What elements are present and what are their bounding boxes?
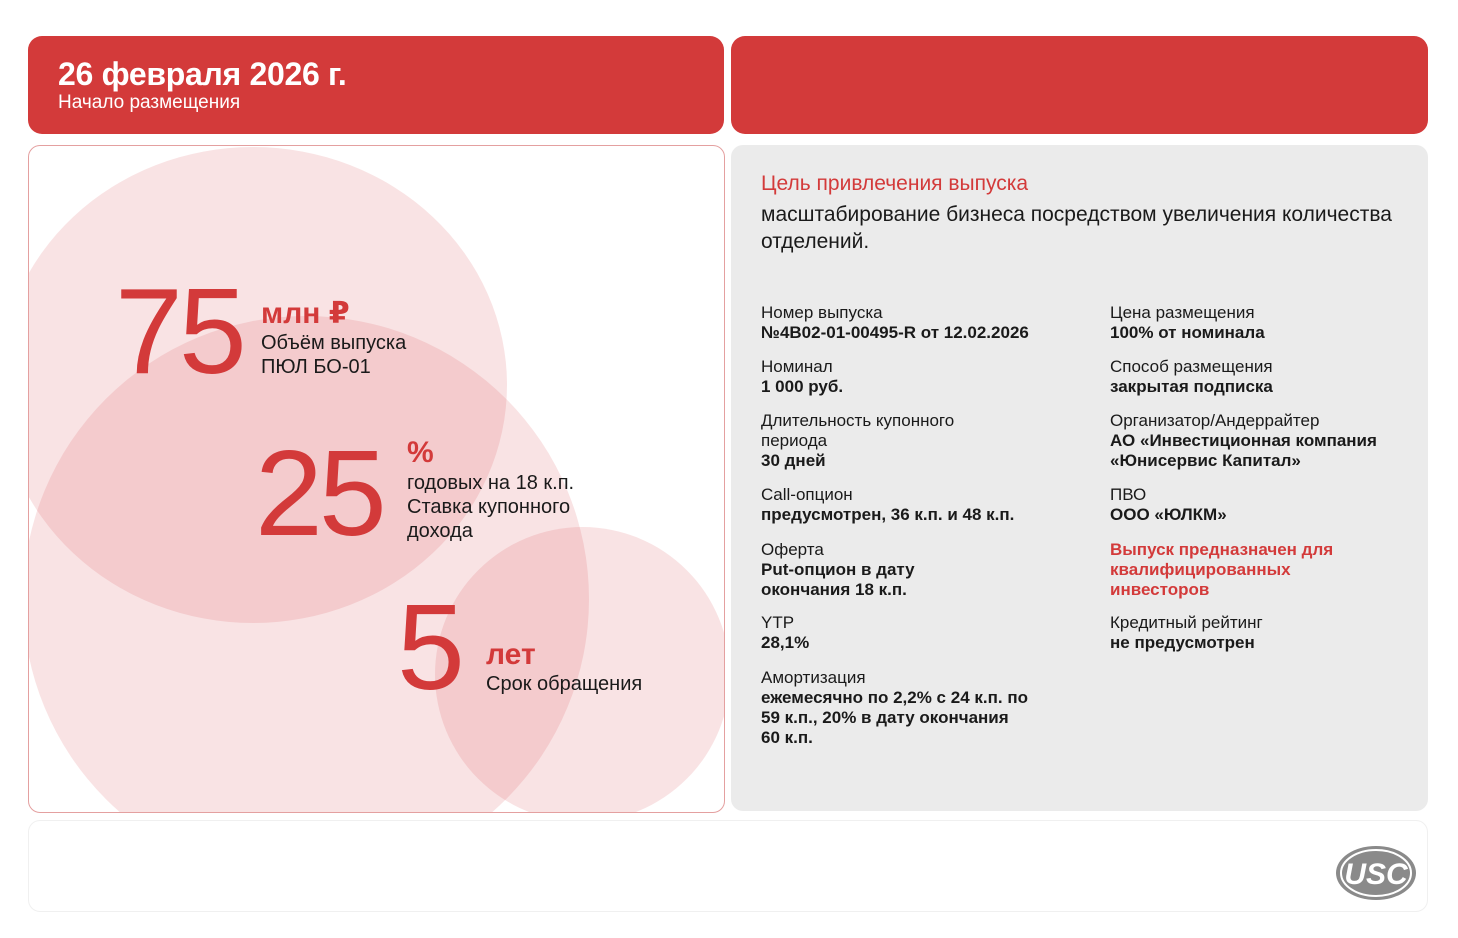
decor-circle-small xyxy=(435,527,725,813)
field-coupon-period: Длительность купонного периода 30 дней xyxy=(761,411,955,470)
field-placement-price: Цена размещения 100% от номинала xyxy=(1110,303,1265,342)
term-number: 5 xyxy=(397,579,461,715)
header-blank-card xyxy=(731,36,1428,134)
header-date-card xyxy=(28,36,724,134)
field-issue-number: Номер выпуска №4B02-01-00495-R от 12.02.2026 xyxy=(761,303,1029,342)
footer-bar xyxy=(28,820,1428,912)
field-offer: Оферта Put-опцион в дату окончания 18 к.п. xyxy=(761,540,915,599)
field-ytp: YTP 28,1% xyxy=(761,613,810,652)
field-credit-rating: Кредитный рейтинг не предусмотрен xyxy=(1110,613,1263,652)
usc-logo-icon xyxy=(1334,842,1424,902)
term-unit: лет xyxy=(486,638,536,671)
qualified-investors-note: Выпуск предназначен для квалифицированных инвесторов xyxy=(1110,540,1334,599)
term-label: Срок обращения xyxy=(486,673,643,695)
issue-details-panel xyxy=(731,145,1428,811)
field-amortization: Амортизация ежемесячно по 2,2% с 24 к.п. по 59 к.п., 20% в дату окончания 60 к.п. xyxy=(761,668,1028,747)
svg-text:USC: USC xyxy=(1344,858,1408,891)
rate-label: годовых на 18 к.п. Ставка купонного дохода xyxy=(407,472,575,542)
field-nominal: Номинал 1 000 руб. xyxy=(761,357,844,396)
field-underwriter: Организатор/Андеррайтер АО «Инвестиционная компания «Юнисервис Капитал» xyxy=(1110,411,1377,470)
field-pvo: ПВО ООО «ЮЛКМ» xyxy=(1110,485,1227,524)
rate-unit: % xyxy=(407,436,434,469)
goal-text: масштабирование бизнеса посредством увеличения количества отделений. xyxy=(761,203,1392,253)
placement-date-caption: Начало размещения xyxy=(58,92,241,113)
placement-date: 26 февраля 2026 г. xyxy=(58,56,347,92)
volume-label: Объём выпуска ПЮЛ БО-01 xyxy=(261,332,407,378)
volume-unit: млн ₽ xyxy=(261,297,350,330)
volume-number: 75 xyxy=(115,263,243,399)
field-call-option: Call-опцион предусмотрен, 36 к.п. и 48 к.п. xyxy=(761,485,1015,524)
key-figures-panel xyxy=(28,145,725,813)
field-placement-method: Способ размещения закрытая подписка xyxy=(1110,357,1273,396)
rate-number: 25 xyxy=(255,425,383,561)
goal-title: Цель привлечения выпуска xyxy=(761,172,1029,195)
